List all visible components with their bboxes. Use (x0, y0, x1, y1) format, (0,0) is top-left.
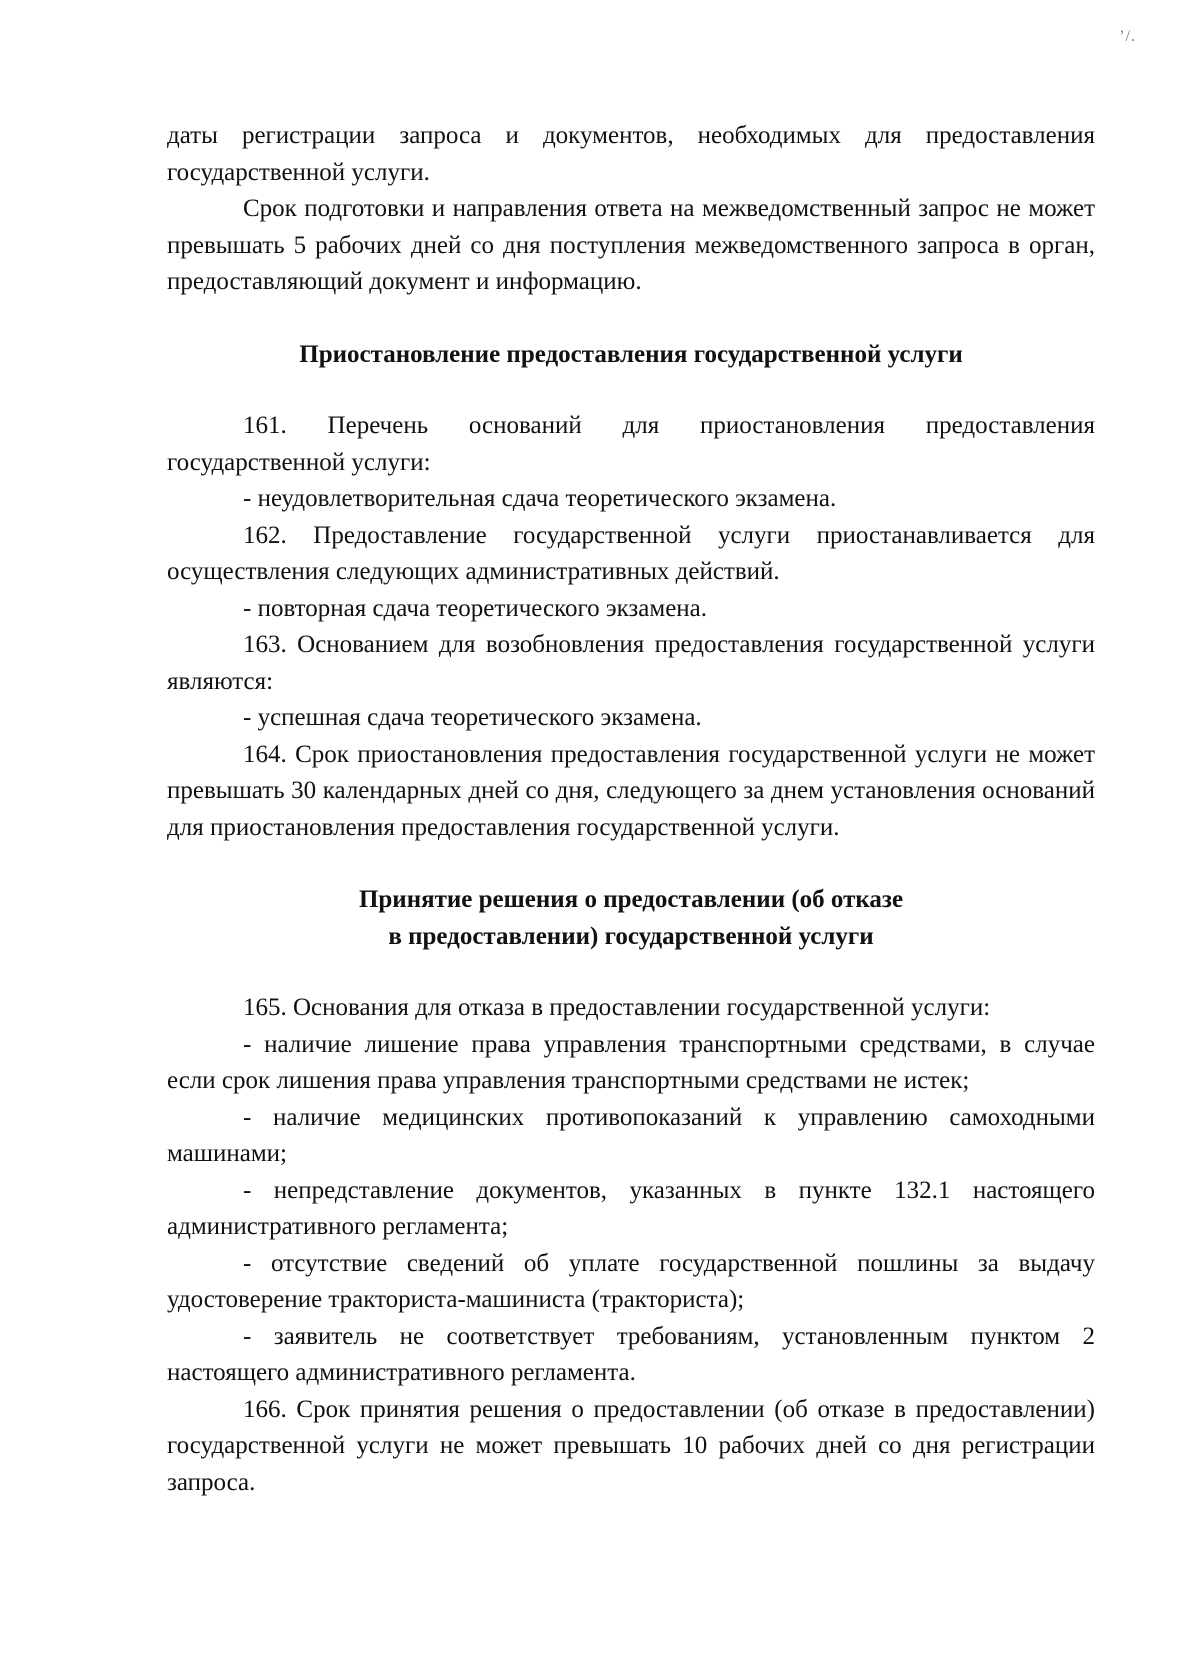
heading-line-1: Принятие решения о предоставлении (об отказе (358, 886, 904, 913)
list-item: - заявитель не соответствует требованиям, установленным пунктом 2 настоящего административного регламента. (167, 1322, 1095, 1386)
page-mark: ’/. (1119, 28, 1136, 45)
paragraph-continuation: даты регистрации запроса и документов, необходимых для предоставления государственной услуги. (167, 122, 1095, 186)
paragraph-162: 162. Предоставление государственной услуги приостанавливается для осуществления следующих административных действий. (167, 521, 1095, 585)
paragraph-166: 166. Срок принятия решения о предоставлении (об отказе в предоставлении) государственной услуги не может превышать 10 рабочих дней со дня регистрации запроса. (167, 1395, 1095, 1496)
document-page (167, 118, 1095, 1501)
heading-line-2: в предоставлении) государственной услуги (388, 922, 874, 950)
list-item: - наличие лишение права управления транспортными средствами, в случае если срок лишения права управления транспортными средствами не истек; (167, 1030, 1095, 1094)
list-item: - повторная сдача теоретического экзамена. (243, 594, 708, 622)
paragraph-164: 164. Срок приостановления предоставления государственной услуги не может превышать 30 календарных дней со дня, следующего за днем установления оснований для приостановления предоставления государственной услуги. (167, 740, 1095, 841)
paragraph-165: 165. Основания для отказа в предоставлении государственной услуги: (243, 994, 991, 1021)
section-heading-suspension: Приостановление предоставления государственной услуги (299, 340, 963, 368)
list-item: - непредставление документов, указанных в пункте 132.1 настоящего административного регламента; (167, 1176, 1095, 1240)
paragraph-161: 161. Перечень оснований для приостановления предоставления государственной услуги: (167, 412, 1095, 476)
list-item: - отсутствие сведений об уплате государственной пошлины за выдачу удостоверение тракториста-машиниста (тракториста); (167, 1249, 1095, 1313)
list-item: - неудовлетворительная сдача теоретического экзамена. (243, 485, 837, 512)
paragraph-response-deadline: Срок подготовки и направления ответа на межведомственный запрос не может превышать 5 рабочих дней со дня поступления межведомственного запроса в орган, предоставляющий документ и информацию. (167, 195, 1095, 295)
list-item: - успешная сдача теоретического экзамена. (243, 704, 702, 731)
paragraph-163: 163. Основанием для возобновления предоставления государственной услуги являются: (167, 631, 1095, 695)
list-item: - наличие медицинских противопоказаний к управлению самоходными машинами; (167, 1103, 1095, 1167)
section-heading-decision (167, 882, 1095, 955)
